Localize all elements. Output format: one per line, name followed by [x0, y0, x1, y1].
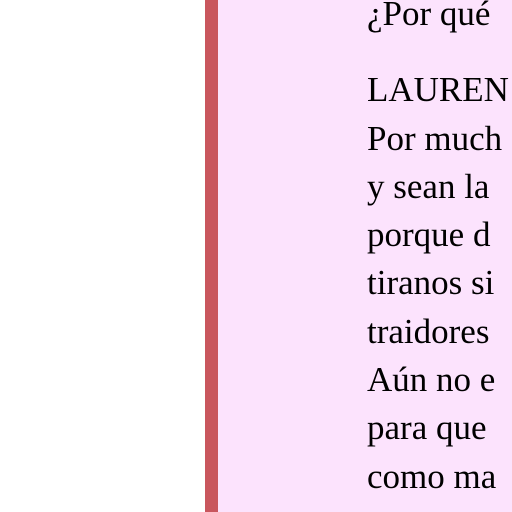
dialogue-line: tiranos si: [367, 263, 495, 303]
question-line: ¿Por qué: [367, 0, 491, 33]
dialogue-line: Por much: [367, 118, 503, 158]
paragraph-gap: [367, 38, 512, 66]
dialogue-text: [367, 0, 512, 501]
dialogue-line: Aún no e: [367, 360, 496, 400]
dialogue-line: porque d: [367, 215, 491, 255]
dialogue-line: y sean la: [367, 166, 490, 206]
accent-border: [205, 0, 218, 512]
dialogue-line: como ma: [367, 456, 497, 496]
dialogue-panel: [218, 0, 512, 512]
dialogue-line: para que: [367, 408, 487, 448]
dialogue-line: traidores: [367, 311, 490, 351]
speaker-name: LAUREN: [367, 70, 509, 110]
